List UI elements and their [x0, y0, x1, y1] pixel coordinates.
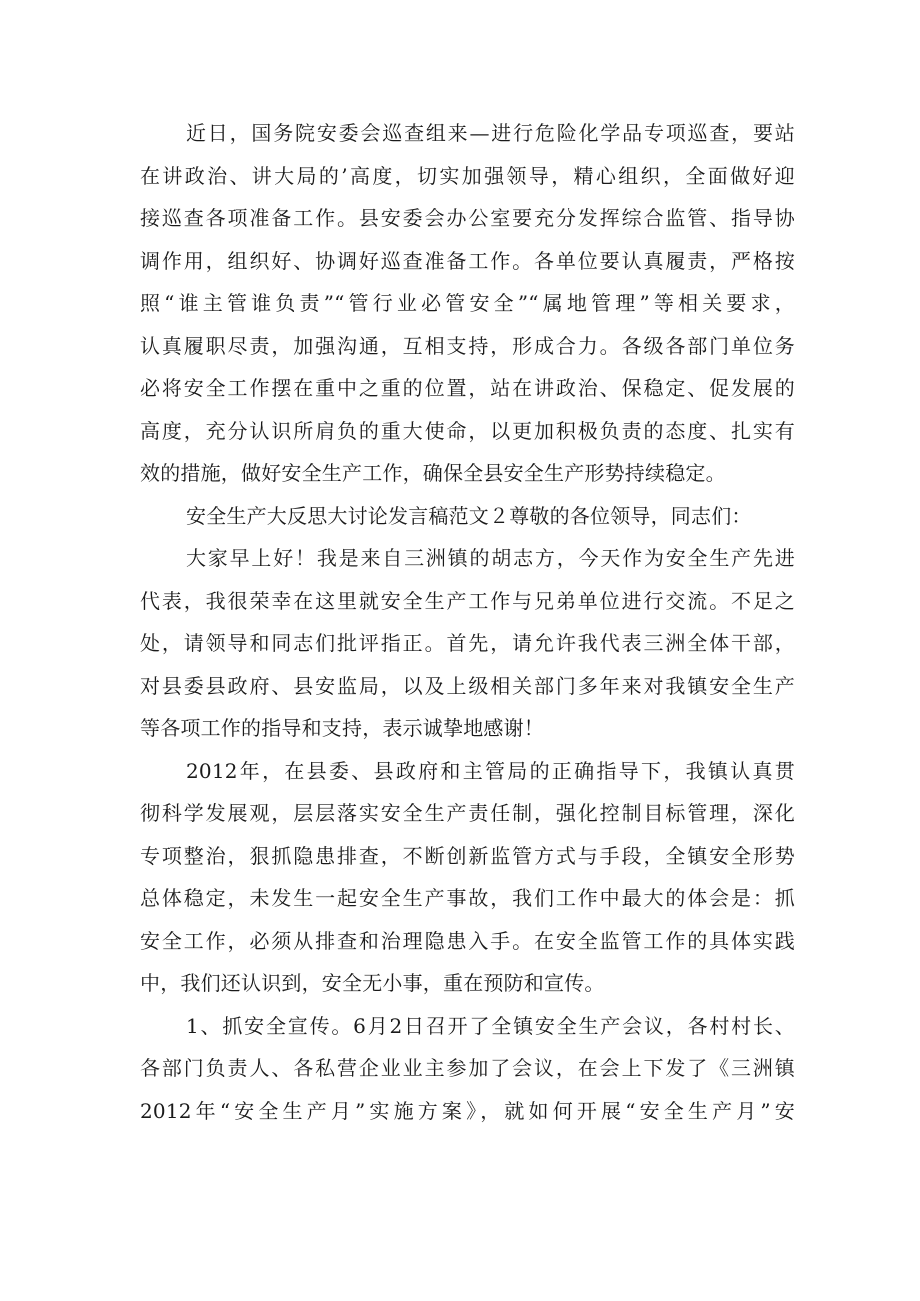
text-line: 接巡查各项准备工作。县安委会办公室要充分发挥综合监管、指导协 — [140, 206, 795, 230]
text-line: 安全工作，必须从排查和治理隐患入手。在安全监管工作的具体实践 — [140, 928, 795, 953]
text-line: 专项整治，狠抓隐患排查，不断创新监管方式与手段，全镇安全形势 — [140, 843, 795, 868]
text-line: 近日，国务院安委会巡查组来—进行危险化学品专项巡查，要站 — [186, 121, 795, 145]
text-line: 安全生产大反思大讨论发言稿范文２尊敬的各位领导，同志们： — [186, 503, 752, 528]
text-line: 代表，我很荣幸在这里就安全生产工作与兄弟单位进行交流。不足之 — [140, 588, 795, 613]
paragraph-speech-title — [140, 495, 795, 538]
text-line: 大家早上好！我是来自三洲镇的胡志方，今天作为安全生产先进 — [186, 546, 795, 570]
paragraph-2012-summary — [140, 750, 795, 1005]
text-line: 必将安全工作摆在重中之重的位置，站在讲政治、保稳定、促发展的 — [140, 376, 795, 400]
text-line: 中，我们还认识到，安全无小事，重在预防和宣传。 — [140, 971, 605, 995]
text-line: 彻科学发展观，层层落实安全生产责任制，强化控制目标管理，深化 — [140, 801, 795, 825]
document-page — [140, 112, 795, 1132]
text-line: 在讲政治、讲大局的’高度，切实加强领导，精心组织，全面做好迎 — [140, 163, 795, 188]
text-line: 对县委县政府、县安监局，以及上级相关部门多年来对我镇安全生产 — [140, 673, 795, 698]
text-line: 总体稳定，未发生一起安全生产事故，我们工作中最大的体会是：抓 — [140, 886, 795, 910]
text-line: 各部门负责人、各私营企业业主参加了会议，在会上下发了《三洲镇 — [140, 1056, 795, 1080]
text-line: 效的措施，做好安全生产工作，确保全县安全生产形势持续稳定。 — [140, 461, 726, 485]
paragraph-safety-publicity — [140, 1005, 795, 1133]
text-line: 认真履职尽责，加强沟通，互相支持，形成合力。各级各部门单位务 — [140, 333, 795, 358]
text-line: 2012年“安全生产月”实施方案》，就如何开展“安全生产月”安 — [140, 1098, 795, 1123]
text-line: 处，请领导和同志们批评指正。首先，请允许我代表三洲全体干部， — [140, 631, 795, 655]
text-line: 调作用，组织好、协调好巡查准备工作。各单位要认真履责，严格按 — [140, 248, 795, 273]
text-line: 高度，充分认识所肩负的重大使命，以更加积极负责的态度、扎实有 — [140, 418, 795, 443]
text-line: 照“谁主管谁负责”“管行业必管安全”“属地管理”等相关要求， — [140, 291, 795, 315]
text-line: 等各项工作的指导和支持，表示诚挚地感谢！ — [140, 716, 544, 740]
paragraph-greeting — [140, 537, 795, 750]
text-line: 1、抓安全宣传。6月2日召开了全镇安全生产会议，各村村长、 — [186, 1013, 795, 1038]
paragraph-inspection-notice — [140, 112, 795, 495]
text-line: 2012年，在县委、县政府和主管局的正确指导下，我镇认真贯 — [186, 758, 795, 783]
